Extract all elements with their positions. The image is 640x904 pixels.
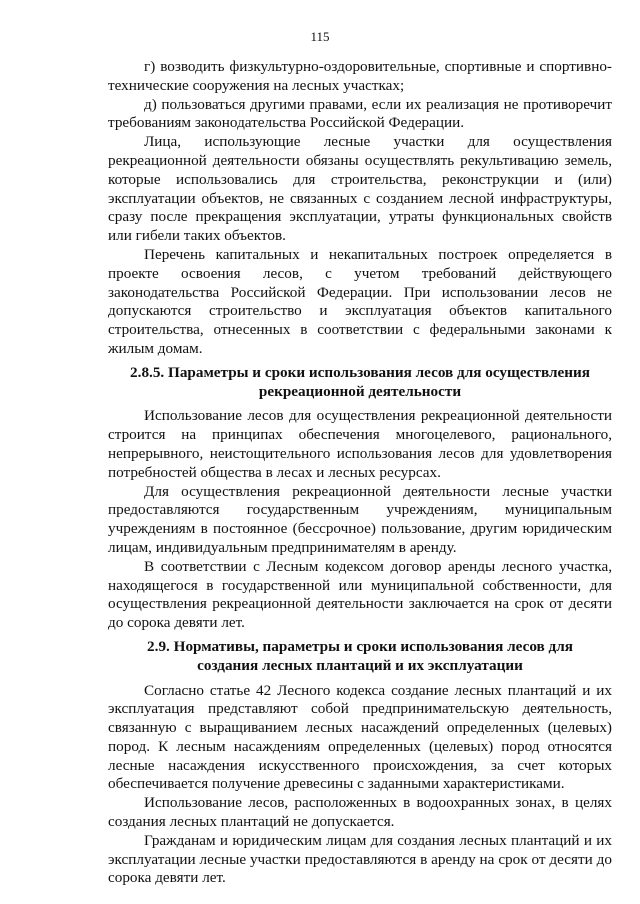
paragraph: Для осуществления рекреационной деятельности лесные участки предоставляются государственным учреждениям, муниципальным учреждениям в постоянное (бессрочное) пользование, другим юридическим лицам, индивидуальным предпринимателям в аренду. xyxy=(108,482,612,556)
paragraph: г) возводить физкультурно-оздоровительные, спортивные и спортивно-технические сооружения на лесных участках; xyxy=(108,58,612,94)
section-heading: 2.9. Нормативы, параметры и сроки использования лесов для создания лесных плантаций и их эксплуатации xyxy=(147,637,573,674)
paragraph: Согласно статье 42 Лесного кодекса создание лесных плантаций и их эксплуатация представляют собой предпринимательскую деятельность, связанную с выращиванием лесных насаждений определенных (целевых) пород. К лесным насаждениям определенных (целевых) пород относятся лесные насаждения искусственного происхождения, за счет которых обеспечивается получение древесины с заданными характеристиками. xyxy=(108,681,612,793)
paragraph: В соответствии с Лесным кодексом договор аренды лесного участка, находящегося в государственной или муниципальной собственности, для осуществления рекреационной деятельности заключается на срок от десяти до сорока девяти лет. xyxy=(108,557,612,632)
paragraph: Использование лесов, расположенных в водоохранных зонах, в целях создания лесных плантаций не допускается. xyxy=(108,794,612,831)
paragraph: Лица, использующие лесные участки для осуществления рекреационной деятельности обязаны осуществлять рекультивацию земель, которые использовались для строительства, реконструкции и (или) эксплуатации объектов, не связанных с созданием лесной инфраструктуры, сразу после прекращения эксплуатации, утраты функциональных свойств или гибели таких объектов. xyxy=(108,133,612,245)
page-number: 115 xyxy=(310,29,330,44)
paragraph: Использование лесов для осуществления рекреационной деятельности строится на принципах обеспечения многоцелевого, рационального, непрерывного, неистощительного использования лесов для удовлетворения потребностей общества в лесах и лесных ресурсах. xyxy=(108,407,612,481)
document-body xyxy=(108,58,612,888)
section-heading: 2.8.5. Параметры и сроки использования лесов для осуществления рекреационной деятельности xyxy=(130,363,590,400)
paragraph: д) пользоваться другими правами, если их реализация не противоречит требованиям законодательства Российской Федерации. xyxy=(108,95,612,132)
paragraph: Гражданам и юридическим лицам для создания лесных плантаций и их эксплуатации лесные участки предоставляются в аренду на срок от десяти до сорока девяти лет. xyxy=(108,831,612,887)
paragraph: Перечень капитальных и некапитальных построек определяется в проекте освоения лесов, с учетом требований действующего законодательства Российской Федерации. При использовании лесов не допускаются строительство и эксплуатация объектов капитального строительства, отнесенных в соответствии с федеральными законами к жилым домам. xyxy=(108,245,612,357)
